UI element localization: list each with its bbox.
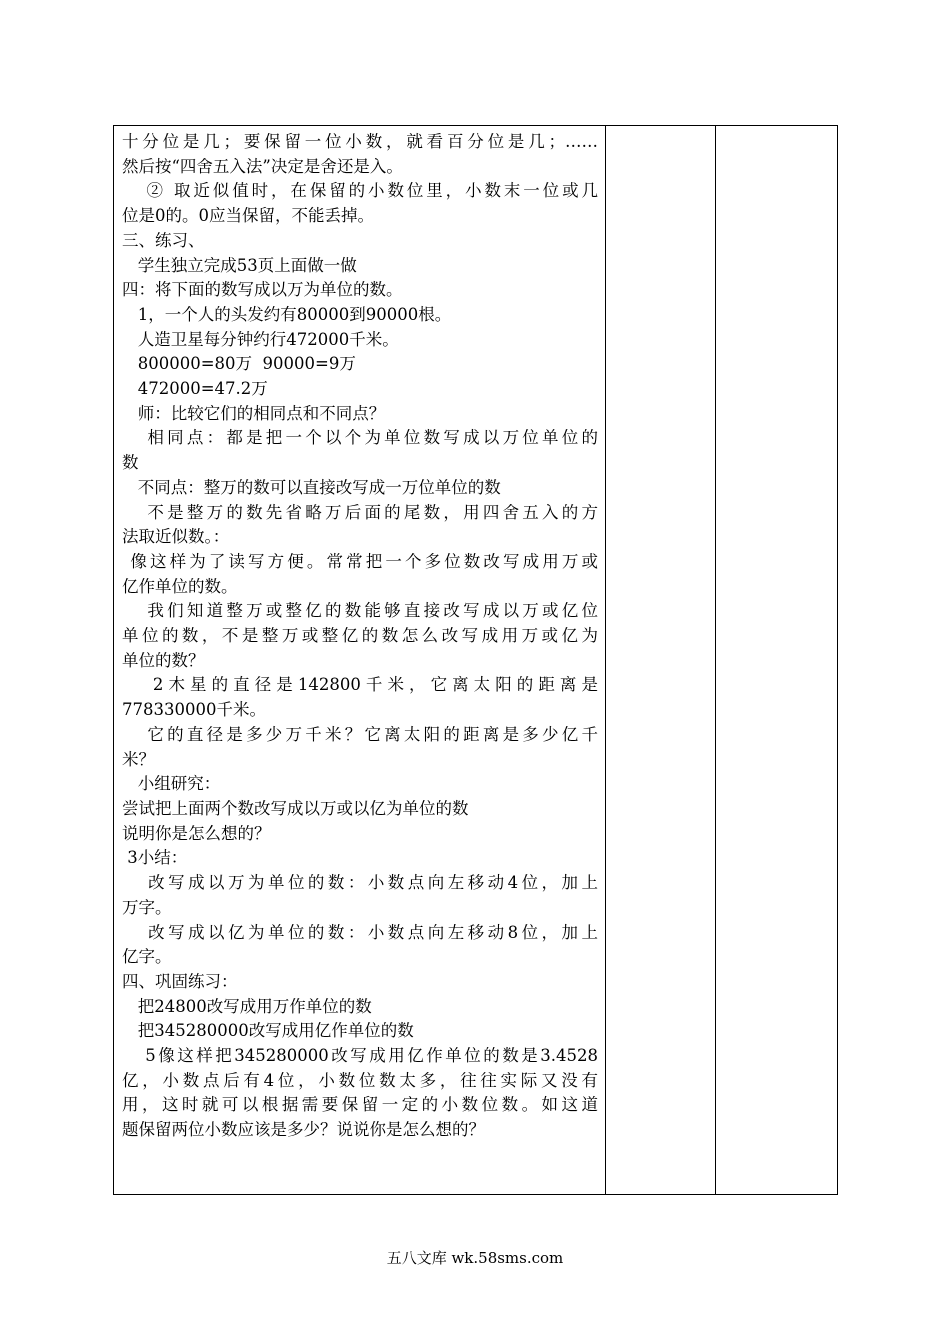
text-line: 单位的数？ [122,650,205,670]
text-line: 把24800改写成用万作单位的数 [122,996,372,1016]
text-line: 它的直径是多少万千米？它离太阳的距离是多少亿千 [122,724,598,744]
text-line: 1，一个人的头发约有80000到90000根。 [122,304,452,324]
table-row [114,126,838,1195]
text-line: ② 取近似值时，在保留的小数位里，小数末一位或几 [122,181,598,201]
text-line: 法取近似数。： [122,527,230,547]
text-line: 三、练习、 [122,230,205,250]
text-line: 四、巩固练习： [122,971,238,991]
text-line: 万字。 [122,897,172,917]
text-line: 2木星的直径是142800千米，它离太阳的距离是 [122,675,598,695]
text-line: 位是0的。0应当保留，不能丢掉。 [122,206,374,226]
text-line: 把345280000改写成用亿作单位的数 [122,1021,414,1041]
text-line: 相同点：都是把一个以个为单位数写成以万位单位的 [122,428,598,448]
text-line: 亿，小数点后有4位，小数位数太多，往往实际又没有 [122,1070,598,1090]
text-line: 亿字。 [122,947,172,967]
text-line: 十分位是几；要保留一位小数，就看百分位是几；…… [122,132,598,151]
text-line: 单位的数，不是整万或整亿的数怎么改写成用万或亿为 [122,626,598,646]
text-line: 师：比较它们的相同点和不同点？ [122,403,386,423]
text-line: 778330000千米。 [122,700,266,720]
text-line: 3小结： [122,848,188,868]
text-line: 人造卫星每分钟约行472000千米。 [122,329,399,349]
lesson-content [114,126,605,1143]
text-line: 小组研究： [122,774,221,794]
text-line: 学生独立完成53页上面做一做 [122,255,357,275]
text-line: 我们知道整万或整亿的数能够直接改写成以万或亿位 [122,601,598,621]
text-line: 说明你是怎么想的？ [122,823,271,843]
text-line: 米？ [122,749,155,769]
page-footer: 五八文库 wk.58sms.com [386,1249,564,1267]
text-line: 5像这样把345280000改写成用亿作单位的数是3.4528 [122,1046,598,1066]
lesson-plan-table [113,125,838,1195]
text-line: 改写成以万为单位的数：小数点向左移动4位，加上 [122,873,598,893]
text-line: 472000=47.2万 [122,379,268,399]
text-line: 四：将下面的数写成以万为单位的数。 [122,280,403,300]
text-line: 数 [122,453,139,473]
text-line: 不是整万的数先省略万后面的尾数，用四舍五入的方 [122,502,598,522]
empty-column-cell [716,126,838,1195]
empty-column-cell [606,126,716,1195]
text-line: 像这样为了读写方便。常常把一个多位数改写成用万或 [122,551,598,571]
text-line: 然后按“四舍五入法”决定是舍还是入。 [122,156,403,176]
text-line: 尝试把上面两个数改写成以万或以亿为单位的数 [122,798,469,818]
text-line: 题保留两位小数应该是多少？说说你是怎么想的？ [122,1120,485,1140]
teaching-process-cell [114,126,606,1195]
text-line: 改写成以亿为单位的数：小数点向左移动8位，加上 [122,922,598,942]
text-line: 用，这时就可以根据需要保留一定的小数位数。如这道 [122,1095,598,1115]
text-line: 不同点：整万的数可以直接改写成一万位单位的数 [122,477,501,497]
text-line: 800000=80万 90000=9万 [122,354,356,374]
text-line: 亿作单位的数。 [122,576,238,596]
